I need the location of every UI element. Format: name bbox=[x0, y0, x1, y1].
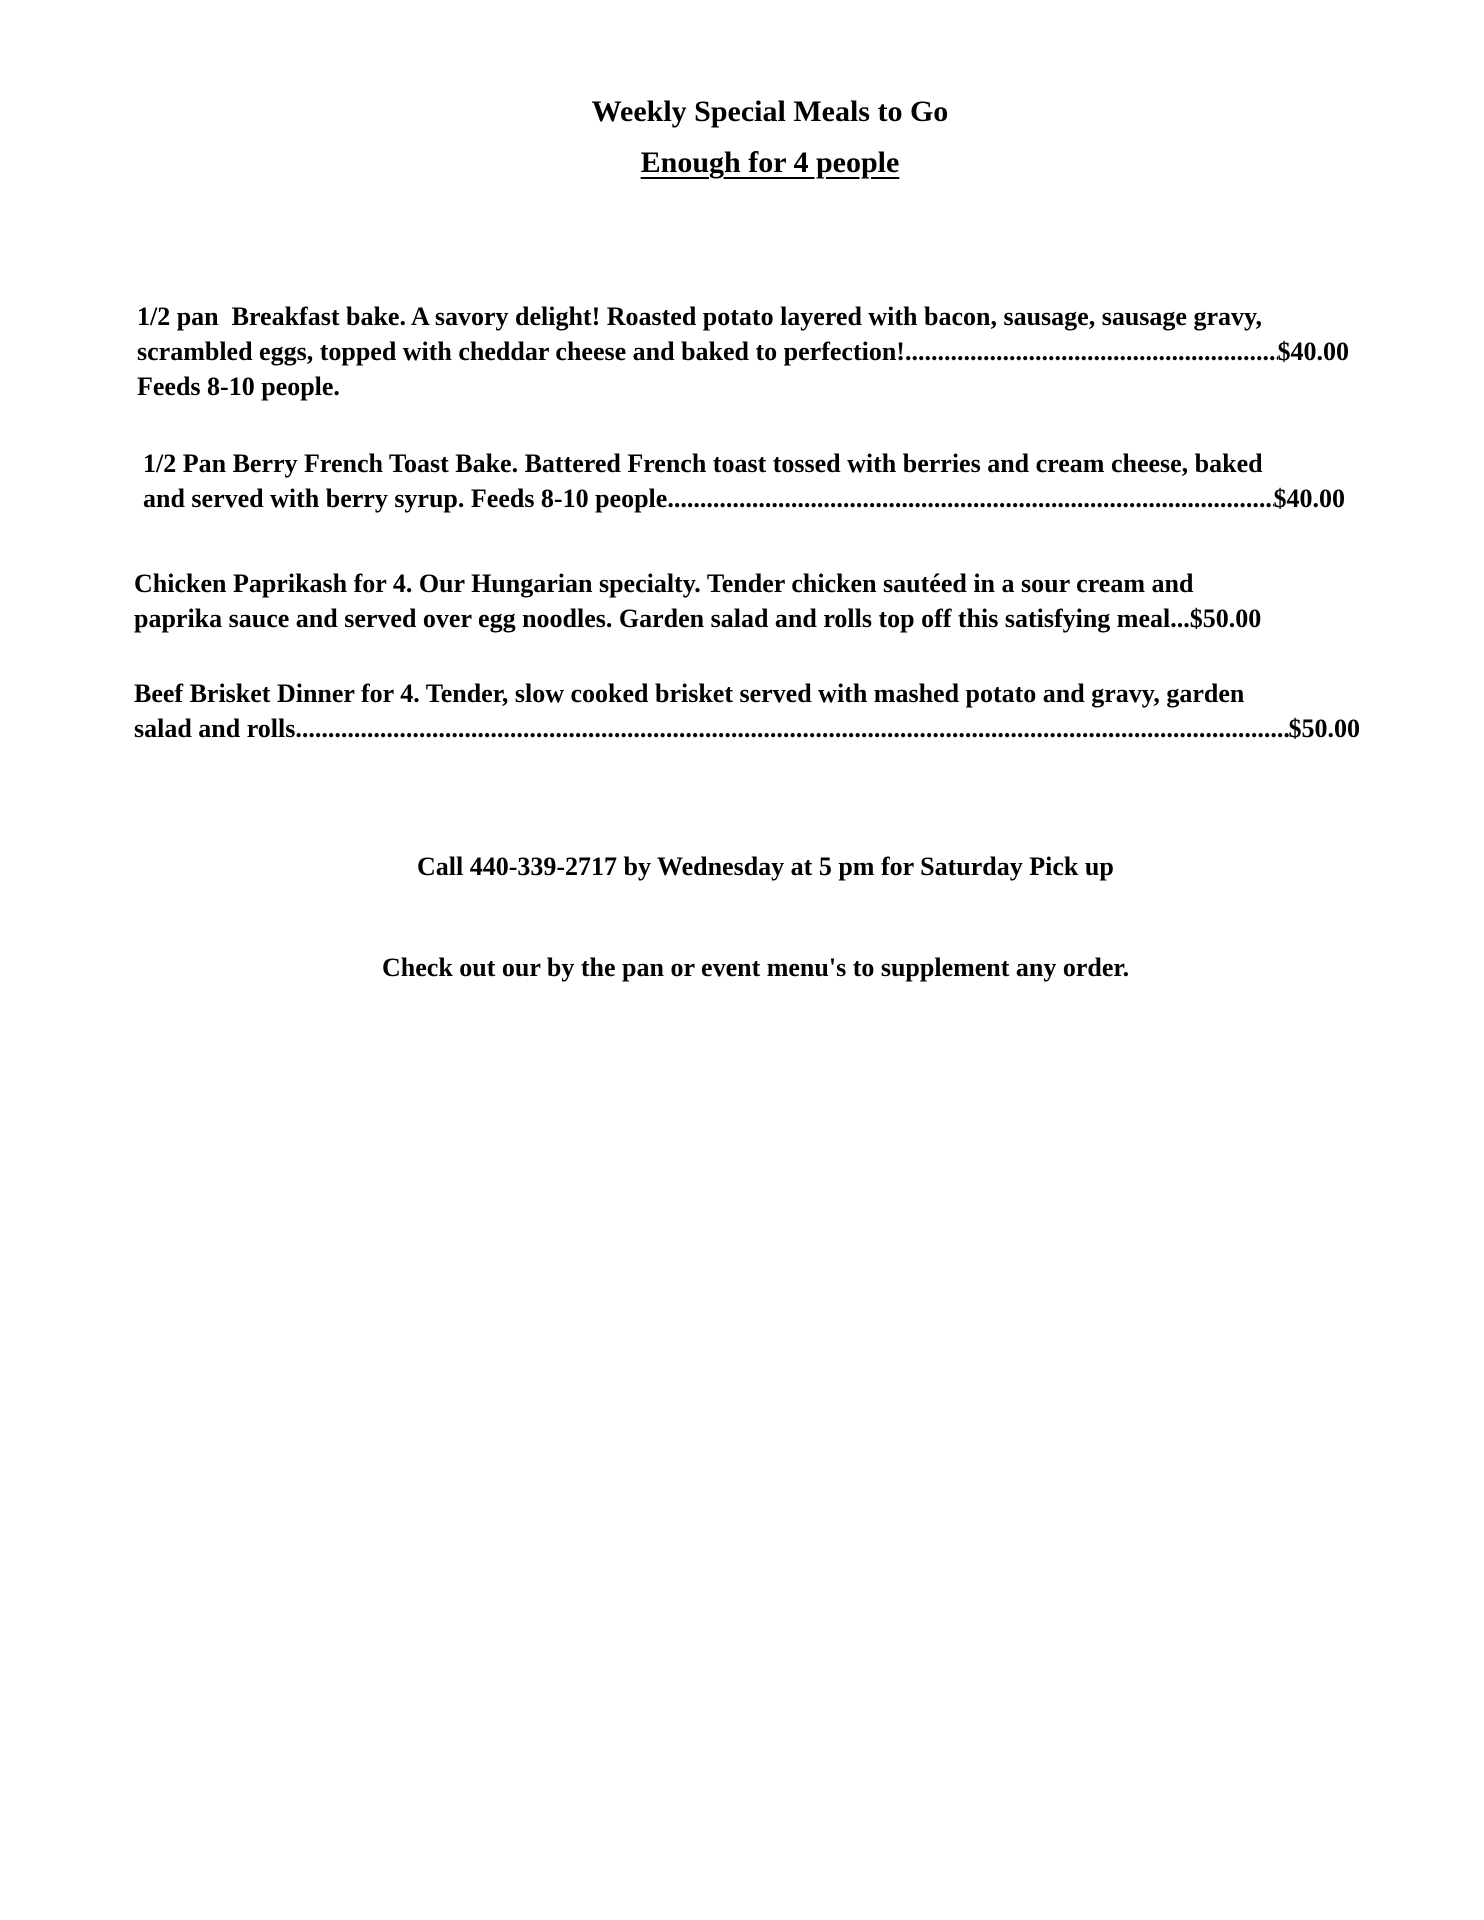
menu-item-text: salad and rolls bbox=[134, 714, 296, 743]
supplement-note: Check out our by the pan or event menu's to supplement any order. bbox=[382, 953, 1130, 982]
menu-item-french-toast-bake bbox=[143, 446, 1345, 516]
dot-leader bbox=[905, 334, 1278, 369]
menu-item-text: Beef Brisket Dinner for 4. Tender, slow cooked brisket served with mashed potato and gravy, garden bbox=[134, 679, 1245, 708]
menu-item-beef-brisket bbox=[134, 676, 1360, 746]
menu-item-text: 1/2 Pan Berry French Toast Bake. Battered French toast tossed with berries and cream cheese, baked bbox=[143, 449, 1263, 478]
menu-item-text: scrambled eggs, topped with cheddar cheese and baked to perfection! bbox=[137, 337, 905, 366]
dot-leader bbox=[295, 711, 1288, 746]
menu-item-text: 1/2 pan Breakfast bake. A savory delight! Roasted potato layered with bacon, sausage, sausage gravy, bbox=[137, 302, 1263, 331]
menu-item-text: and served with berry syrup. Feeds 8-10 people. bbox=[143, 484, 674, 513]
page-subtitle: Enough for 4 people bbox=[640, 146, 900, 179]
menu-item-text: Feeds 8-10 people. bbox=[137, 372, 340, 401]
menu-item-text: Chicken Paprikash for 4. Our Hungarian specialty. Tender chicken sautéed in a sour cream and bbox=[134, 569, 1194, 598]
menu-item-breakfast-bake bbox=[137, 299, 1349, 404]
menu-item-price: $40.00 bbox=[1277, 337, 1349, 366]
menu-item-price: $50.00 bbox=[1288, 714, 1360, 743]
menu-item-price: $50.00 bbox=[1189, 604, 1262, 633]
dot-leader bbox=[674, 481, 1274, 516]
menu-item-chicken-paprikash bbox=[134, 566, 1360, 636]
menu-item-text: paprika sauce and served over egg noodles. Garden salad and rolls top off this satisfying meal... bbox=[134, 604, 1190, 633]
menu-item-price: $40.00 bbox=[1273, 484, 1345, 513]
page-title: Weekly Special Meals to Go bbox=[591, 95, 949, 128]
order-instructions: Call 440-339-2717 by Wednesday at 5 pm for Saturday Pick up bbox=[417, 852, 1114, 881]
